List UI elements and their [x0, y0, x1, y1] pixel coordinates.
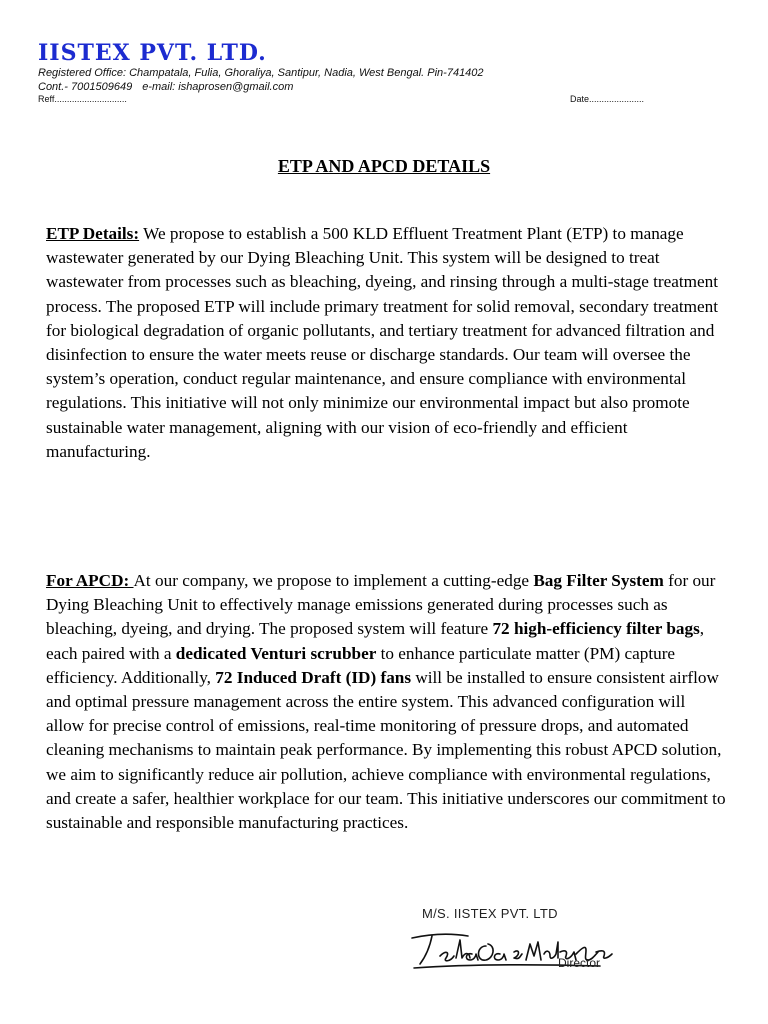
letterhead [38, 40, 738, 94]
apcd-bold-venturi: dedicated Venturi scrubber [175, 643, 377, 663]
apcd-text-1: At our company, we propose to implement a cutting-edge [133, 571, 534, 590]
company-name: IISTEX PVT. LTD. [38, 40, 267, 66]
registered-office: Registered Office: Champatala, Fulia, Ghoraliya, Santipur, Nadia, West Bengal. Pin-741402 [38, 67, 484, 79]
ref-date-row [38, 94, 668, 104]
date-field: Date...................... [570, 94, 645, 104]
contact-line [38, 80, 738, 94]
apcd-bold-filter-bags: 72 high-efficiency filter bags [492, 619, 700, 639]
apcd-text-4: to enhance particulate matter (PM) capture efficiency. Additionally, [46, 643, 676, 687]
stamp-role: Director [558, 956, 601, 970]
apcd-text-2: for our Dying Bleaching Unit to effectively manage emissions generated during processes such as bleaching, dyeing, and drying. The proposed system will feature [46, 571, 716, 639]
contact-email: e-mail: ishaprosen@gmail.com [142, 81, 294, 93]
apcd-paragraph [46, 569, 726, 835]
signature-block [410, 902, 630, 992]
handwritten-signature [410, 924, 630, 984]
etp-paragraph [46, 222, 726, 464]
contact-phone: Cont.- 7001509649 [38, 81, 133, 93]
apcd-heading: For APCD: [46, 571, 134, 590]
etp-body: We propose to establish a 500 KLD Effluent Treatment Plant (ETP) to manage wastewater generated by our Dying Bleaching Unit. This system will be designed to treat wastewater from processes such as bleaching, dyeing, and rinsing through a multi-stage treatment process. The proposed ETP will include primary treatment for solid removal, secondary treatment for biological degradation of organic pollutants, and tertiary treatment for advanced filtration and disinfection to ensure the water meets reuse or discharge standards. Our team will oversee the system’s operation, conduct regular maintenance, and ensure compliance with environmental regulations. This initiative will not only minimize our environmental impact but also promote sustainable water management, aligning with our vision of eco-friendly and efficient manufacturing. [46, 224, 719, 461]
apcd-bold-id-fans: 72 Induced Draft (ID) fans [215, 667, 412, 687]
apcd-bold-bag-filter: Bag Filter System [533, 571, 664, 590]
ref-field: Reff............................. [38, 94, 127, 104]
stamp-company: M/S. IISTEX PVT. LTD [422, 906, 558, 921]
apcd-text-3: , each paired with a [46, 619, 705, 663]
apcd-text-5: will be installed to ensure consistent airflow and optimal pressure management across the entire system. This advanced configuration will allow for precise control of emissions, real-time monitoring of pressure drops, and automated cleaning mechanisms to maintain peak performance. By implementing this robust APCD solution, we aim to significantly reduce air pollution, achieve compliance with environmental regulations, and create a safer, healthier workplace for our team. This initiative underscores our commitment to sustainable and responsible manufacturing practices. [46, 667, 726, 833]
document-title: ETP AND APCD DETAILS [277, 156, 491, 176]
etp-heading: ETP Details: [46, 224, 140, 243]
